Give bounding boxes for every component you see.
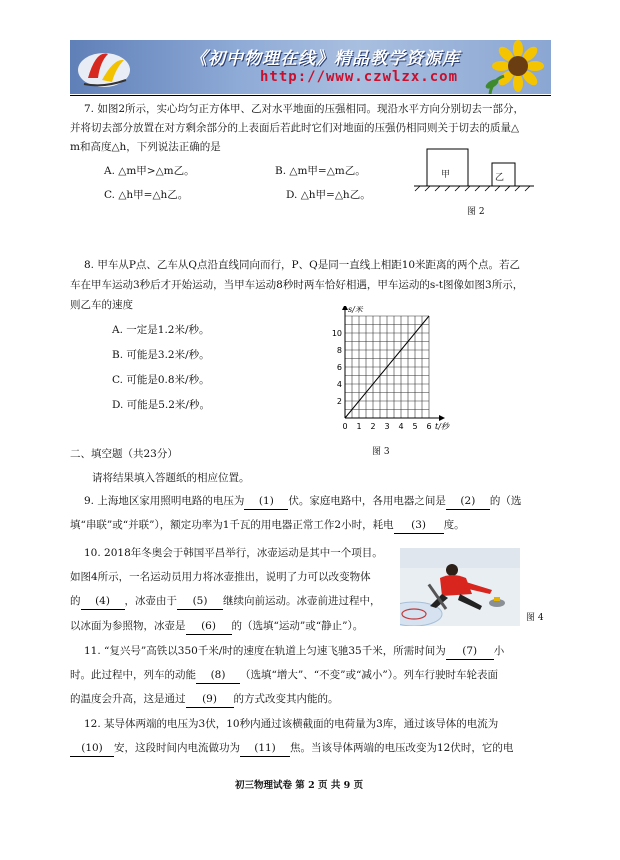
q8-line3: 则乙车的速度	[70, 299, 133, 311]
blank-1: (1)	[244, 494, 288, 510]
figure-4-curling-photo	[400, 548, 520, 626]
q10-line3: 的 (4) ，冰壶由于 (5) 继续向前运动。冰壶前进过程中，	[70, 594, 381, 610]
y-tick-label: 6	[336, 363, 342, 372]
blank-3: (3)	[394, 518, 444, 534]
section-2-note: 请将结果填入答题纸的相应位置。	[92, 472, 250, 484]
q8-option-b: B. 可能是3.2米/秒。	[112, 349, 210, 361]
header-banner	[70, 40, 551, 94]
figure-3-st-chart	[325, 306, 465, 436]
q7-line3: m和高度△h，下列说法正确的是	[70, 141, 221, 153]
blank-6: (6)	[186, 619, 232, 635]
q10-line4: 以冰面为参照物，冰壶是 (6) 的（选填“运动”或“静止”）。	[70, 619, 363, 635]
section-2-title: 二、填空题（共23分）	[70, 448, 178, 460]
q7-option-c: C. △h甲=△h乙。	[104, 189, 189, 201]
x-tick-label: 1	[356, 422, 362, 431]
blank-10: (10)	[70, 741, 114, 757]
q12-line2: (10) 安，这段时间内电流做功为 (11) 焦。当该导体两端的电压改变为12伏时，它的电	[70, 741, 513, 757]
header-url[interactable]: http://www.czwlzx.com	[260, 69, 459, 85]
q8-option-d: D. 可能是5.2米/秒。	[112, 399, 210, 411]
sunflower-icon	[478, 40, 551, 94]
q8-line1: 8. 甲车从P点、乙车从Q点沿直线同向而行，P、Q是同一直线上相距10米距离的两个点。若乙	[84, 259, 521, 271]
q8-line2: 车在甲车运动3秒后才开始运动，当甲车运动8秒时两车恰好相遇，甲车运动的s-t图像如图3所示，	[70, 279, 524, 291]
y-axis-label: s/米	[348, 306, 363, 314]
q7-option-a: A. △m甲>△m乙。	[104, 165, 195, 177]
q7-line2: 并将切去部分放置在对方剩余部分的上表面后若此时它们对地面的压强仍相同则关于切去的质量△	[70, 122, 520, 134]
x-axis-arrow	[439, 415, 445, 421]
x-tick-label: 2	[370, 422, 376, 431]
x-tick-label: 0	[342, 422, 348, 431]
blank-8: (8)	[196, 668, 240, 684]
q11-line1: 11. “复兴号”高铁以350千米/时的速度在轨道上匀速飞驰35千米，所需时间为 (7) 小	[84, 644, 504, 660]
blank-11: (11)	[240, 741, 290, 757]
y-tick-label: 10	[331, 329, 342, 338]
cube-yi-label: 乙	[495, 173, 505, 183]
blank-5: (5)	[177, 594, 223, 610]
x-tick-label: 4	[398, 422, 404, 431]
blank-4: (4)	[81, 594, 125, 610]
q11-line2: 时。此过程中，列车的动能 (8) （选填“增大”、“不变”或“减小”）。列车行驶时车轮表面	[70, 668, 498, 684]
q7-line1: 7. 如图2所示，实心均匀正方体甲、乙对水平地面的压强相同。现沿水平方向分别切去一部分，	[84, 103, 525, 115]
blank-2: (2)	[446, 494, 490, 510]
x-tick-label: 6	[426, 422, 432, 431]
q8-option-c: C. 可能是0.8米/秒。	[112, 374, 210, 386]
y-tick-label: 2	[336, 397, 342, 406]
page-footer: 初三物理试卷 第 2 页 共 9 页	[235, 780, 364, 791]
x-tick-label: 5	[412, 422, 418, 431]
figure-4-caption: 图 4	[526, 613, 544, 623]
q9-line1: 9. 上海地区家用照明电路的电压为 (1) 伏。家庭电路中，各用电器之间是 (2) 的（选	[84, 494, 521, 510]
q8-option-a: A. 一定是1.2米/秒。	[112, 324, 210, 336]
figure-2-cubes	[412, 145, 537, 205]
y-tick-label: 4	[336, 380, 342, 389]
blank-7: (7)	[446, 644, 494, 660]
logo-icon	[74, 44, 134, 90]
cube-jia-label: 甲	[441, 170, 451, 180]
q10-line2: 如图4所示，一名运动员用力将冰壶推出，说明了力可以改变物体	[70, 571, 371, 583]
header-rule	[70, 95, 551, 96]
header-title: 《初中物理在线》精品教学资源库	[190, 49, 460, 69]
ground-hatch	[415, 186, 530, 191]
figure-3-caption: 图 3	[372, 447, 390, 457]
x-tick-label: 3	[384, 422, 390, 431]
figure-2-caption: 图 2	[467, 207, 485, 217]
q7-option-b: B. △m甲=△m乙。	[275, 165, 366, 177]
y-tick-label: 8	[336, 346, 342, 355]
q12-line1: 12. 某导体两端的电压为3伏，10秒内通过该横截面的电荷量为3库，通过该导体的电流为	[84, 718, 499, 730]
q9-line2: 填“串联”或“并联”），额定功率为1千瓦的用电器正常工作2小时，耗电 (3) 度。	[70, 518, 465, 534]
q10-line1: 10. 2018年冬奥会于韩国平昌举行，冰壶运动是其中一个项目。	[84, 547, 383, 559]
x-axis-label: t/秒	[435, 422, 449, 431]
q7-option-d: D. △h甲=△h乙。	[286, 189, 371, 201]
q11-line3: 的温度会升高，这是通过 (9) 的方式改变其内能的。	[70, 692, 339, 708]
blank-9: (9)	[186, 692, 234, 708]
